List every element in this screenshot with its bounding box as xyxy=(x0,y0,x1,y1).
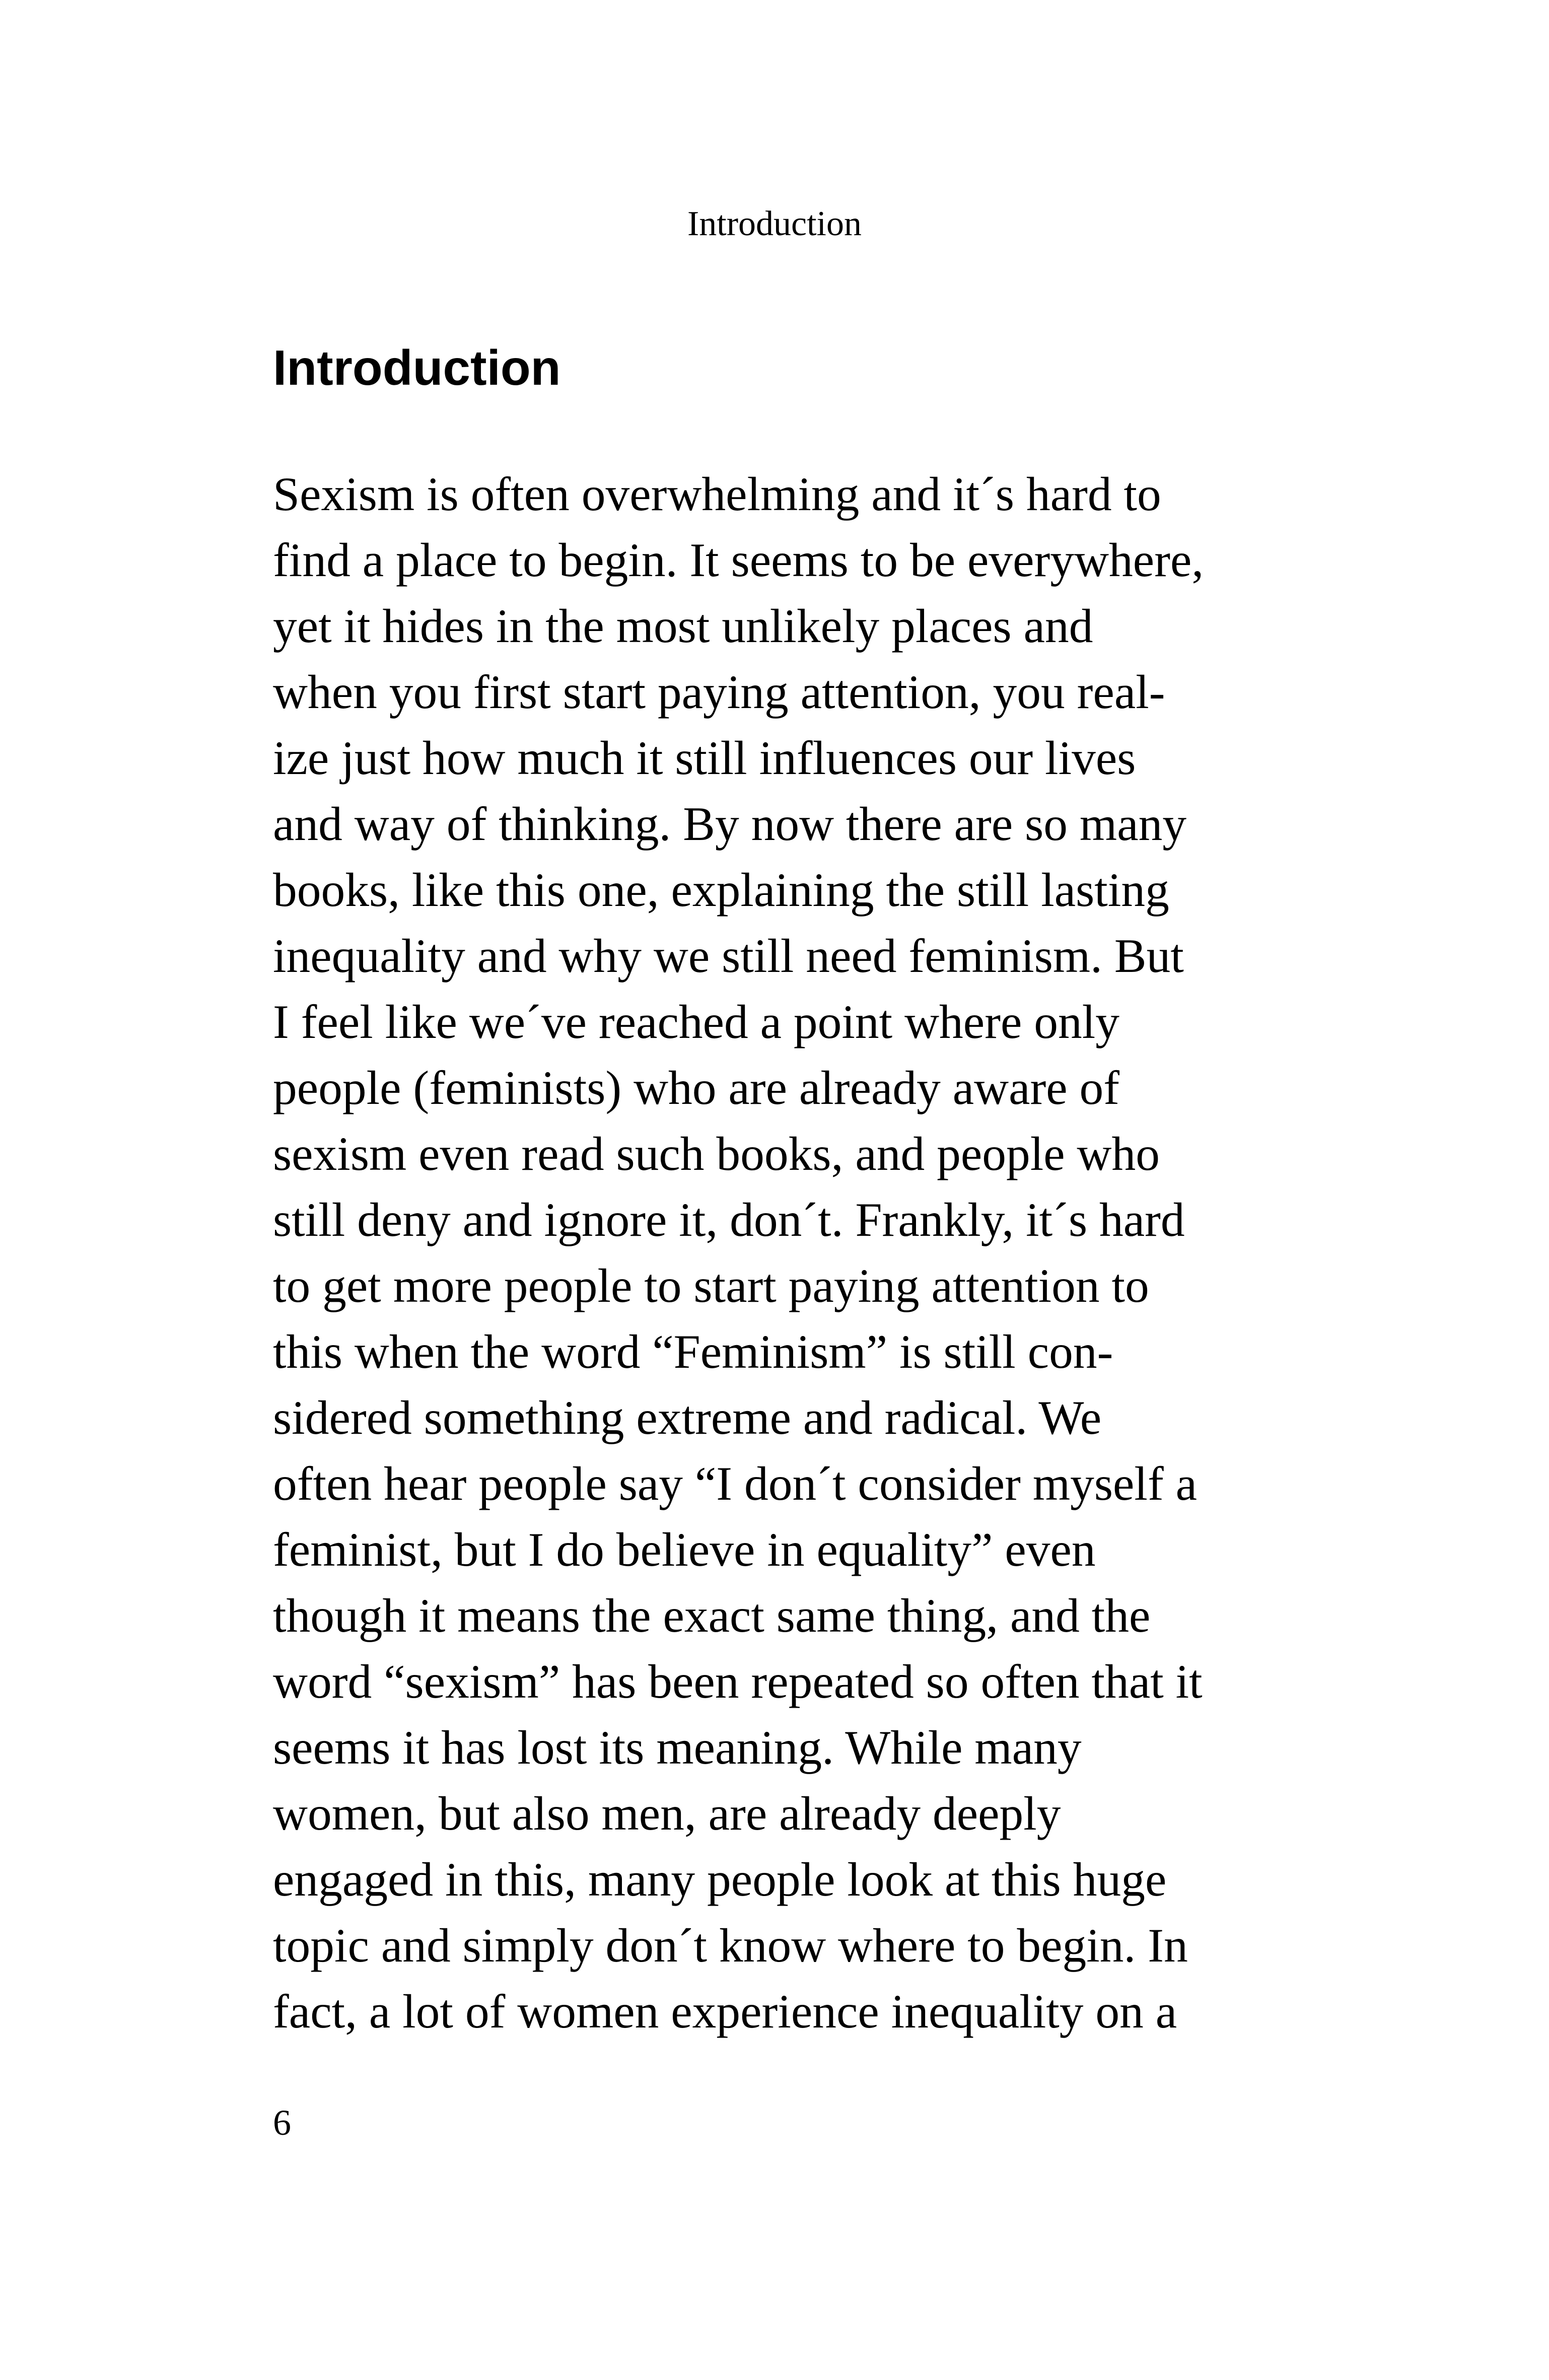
body-line: women, but also men, are already deeply xyxy=(273,1787,1061,1840)
body-line: books, like this one, explaining the still lasting xyxy=(273,863,1169,917)
running-header: Introduction xyxy=(687,204,862,243)
chapter-heading: Introduction xyxy=(273,340,561,395)
body-line: this when the word “Feminism” is still con- xyxy=(273,1325,1113,1378)
body-line: to get more people to start paying attention to xyxy=(273,1259,1149,1312)
body-line: I feel like we´ve reached a point where only xyxy=(273,995,1120,1048)
page-number: 6 xyxy=(273,2103,291,2143)
body-paragraph xyxy=(273,461,1243,2045)
body-line: sidered something extreme and radical. We xyxy=(273,1391,1102,1444)
body-line: often hear people say “I don´t consider myself a xyxy=(273,1457,1198,1510)
body-line: still deny and ignore it, don´t. Frankly, it´s hard xyxy=(273,1193,1185,1246)
body-line: word “sexism” has been repeated so often that it xyxy=(273,1655,1203,1708)
body-line: sexism even read such books, and people who xyxy=(273,1127,1160,1180)
body-line: fact, a lot of women experience inequality on a xyxy=(273,1985,1177,2038)
body-line: find a place to begin. It seems to be everywhere, xyxy=(273,533,1204,587)
body-line: topic and simply don´t know where to begin. In xyxy=(273,1919,1188,1972)
body-line: yet it hides in the most unlikely places and xyxy=(273,599,1093,653)
body-line: though it means the exact same thing, and the xyxy=(273,1589,1151,1642)
body-line: seems it has lost its meaning. While many xyxy=(273,1721,1082,1774)
body-line: ize just how much it still influences our lives xyxy=(273,731,1136,785)
body-line: people (feminists) who are already aware of xyxy=(273,1061,1120,1114)
body-line: feminist, but I do believe in equality” even xyxy=(273,1523,1096,1576)
body-line: and way of thinking. By now there are so many xyxy=(273,797,1187,851)
body-line: inequality and why we still need feminism. But xyxy=(273,929,1184,983)
body-line: when you first start paying attention, you real- xyxy=(273,665,1165,719)
body-line: Sexism is often overwhelming and it´s hard to xyxy=(273,467,1161,521)
body-line: engaged in this, many people look at this huge xyxy=(273,1853,1167,1906)
